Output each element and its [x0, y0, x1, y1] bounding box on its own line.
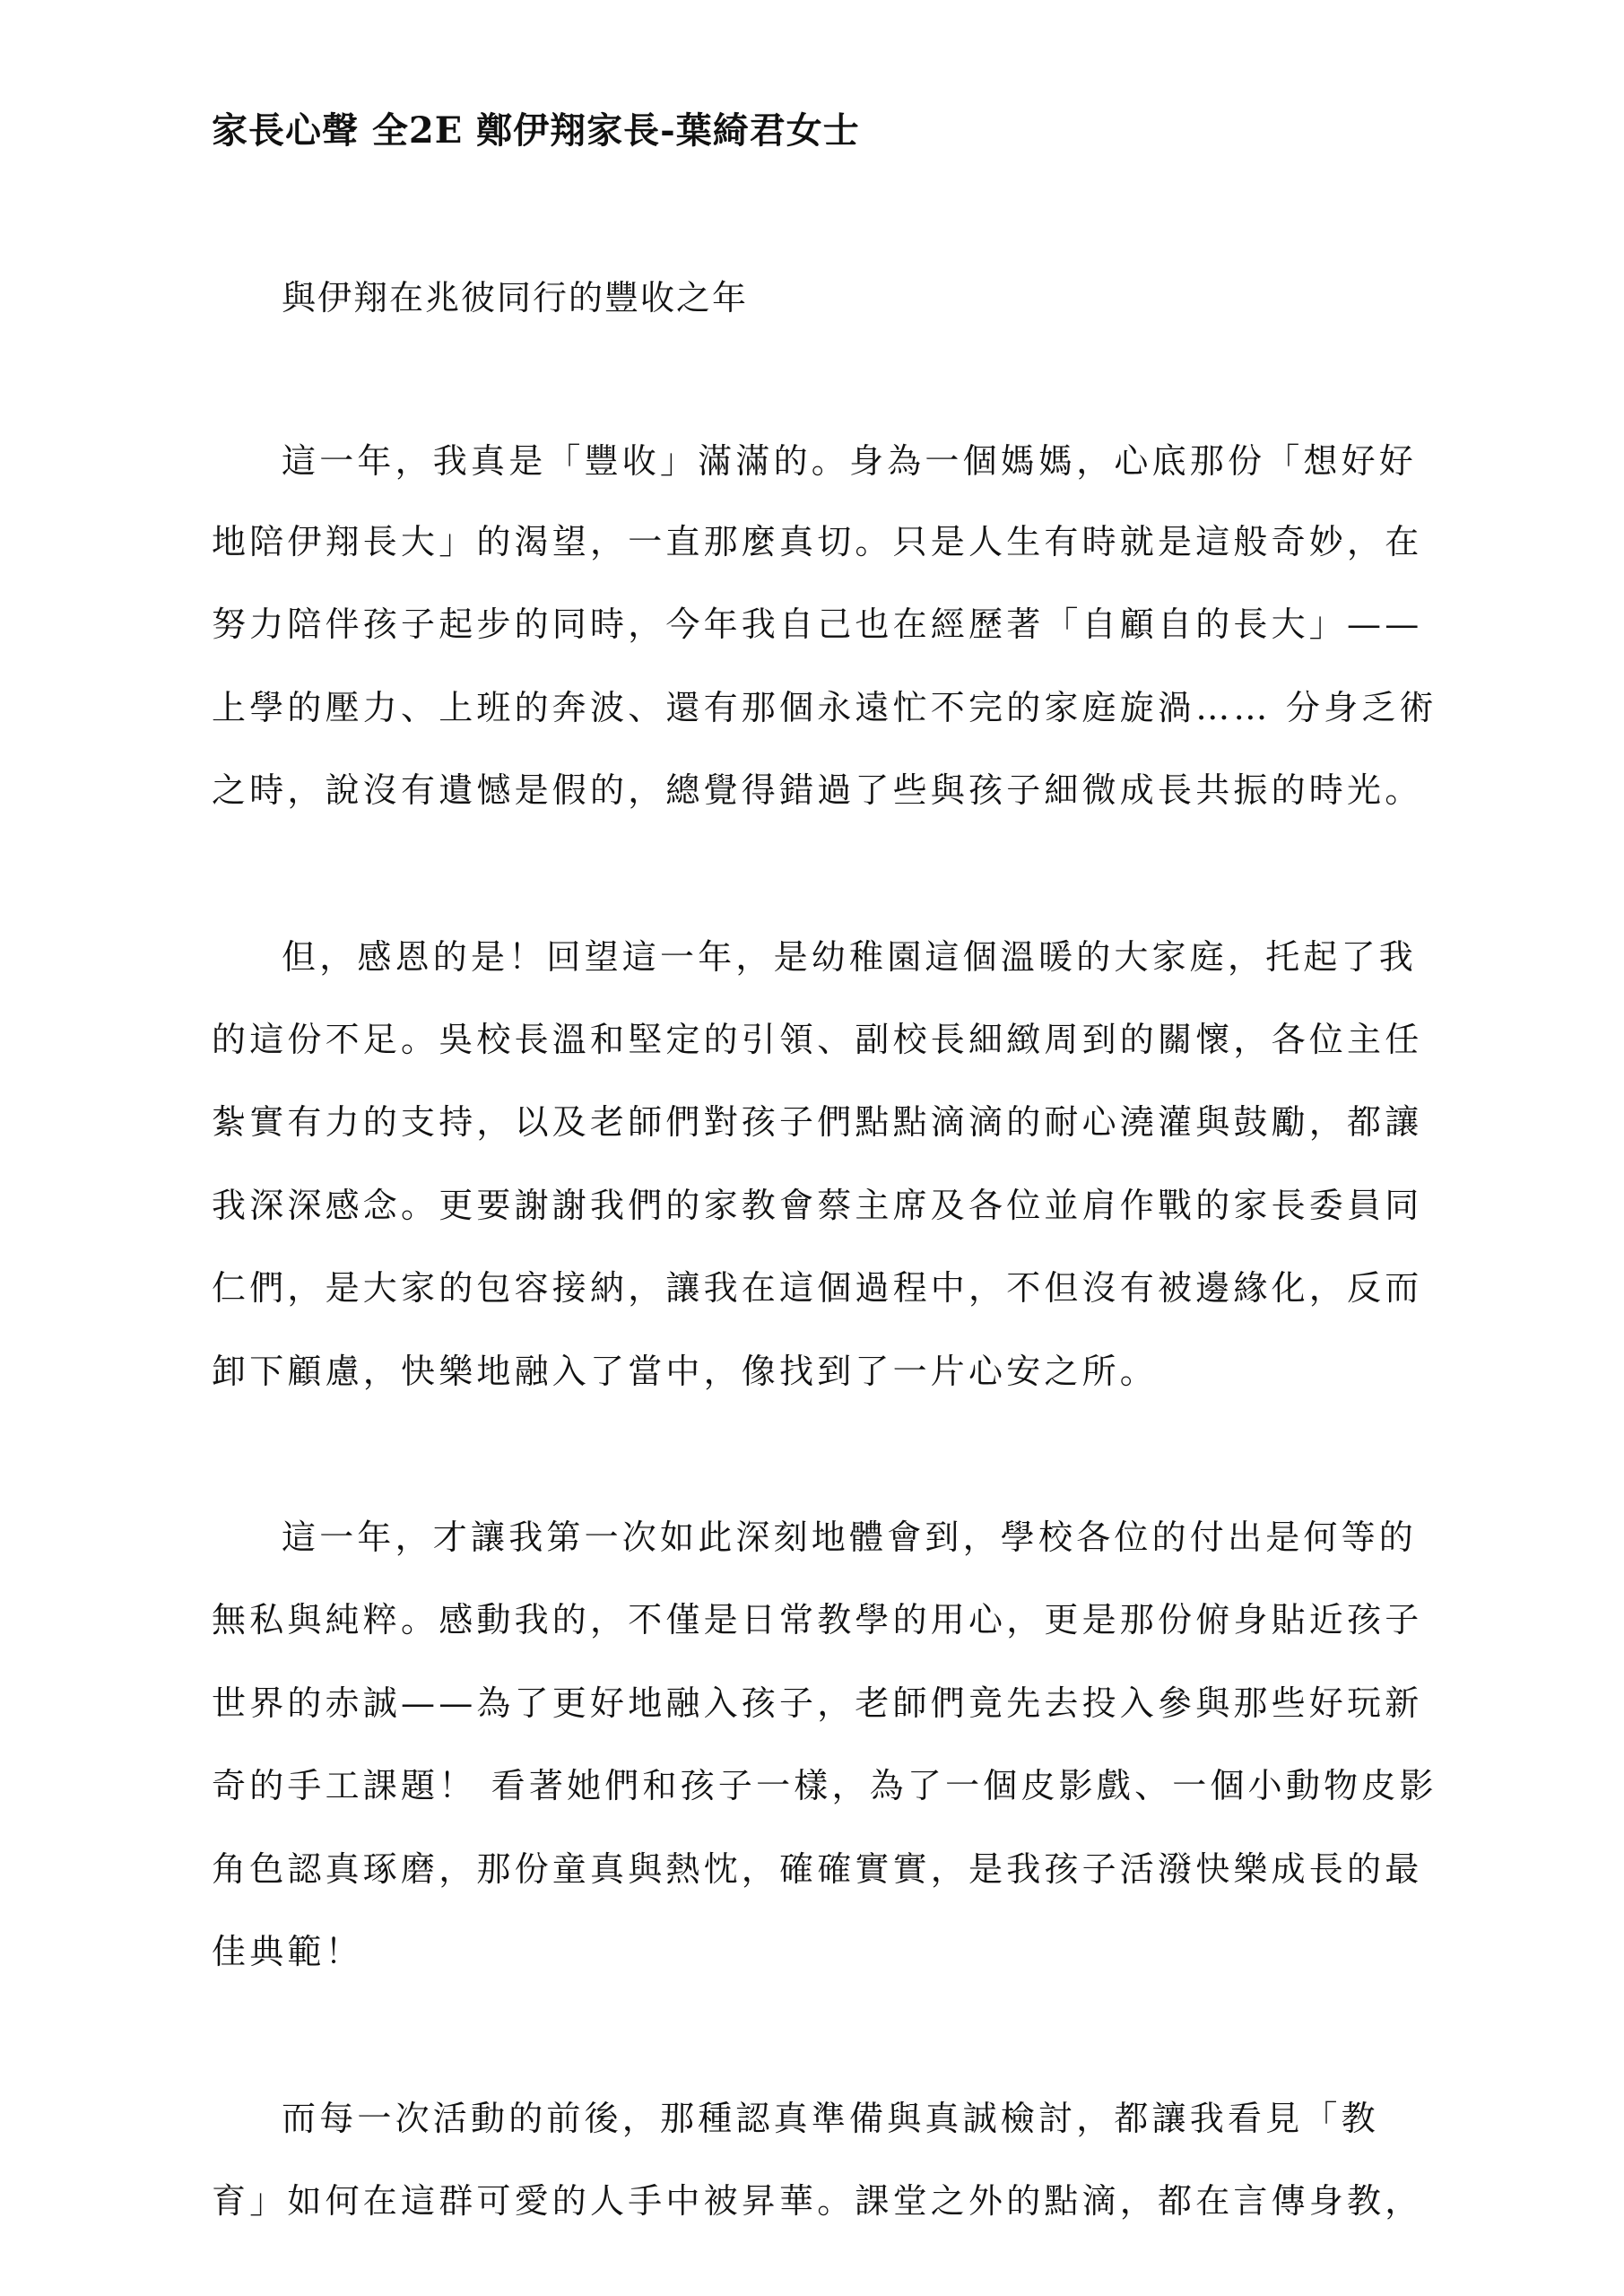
- paragraph-line: 這一年，我真是「豐收」滿滿的。身為一個媽媽，心底那份「想好好: [282, 441, 1418, 481]
- paragraph-line: 而每一次活動的前後，那種認真準備與真誠檢討，都讓我看見「教: [282, 2099, 1379, 2138]
- paragraph-line: 育」如何在這群可愛的人手中被昇華。課堂之外的點滴，都在言傳身教，: [212, 2181, 1423, 2221]
- paragraph-line: 奇的手工課題！ 看著她們和孩子一樣，為了一個皮影戲、一個小動物皮影: [212, 1766, 1437, 1805]
- paragraph-line: 之時，說沒有遺憾是假的，總覺得錯過了些與孩子細微成長共振的時光。: [212, 770, 1423, 810]
- paragraph-line: 紮實有力的支持，以及老師們對孩子們點點滴滴的耐心澆灌與鼓勵，都讓: [212, 1102, 1423, 1142]
- paragraph-line: 我深深感念。更要謝謝我們的家教會蔡主席及各位並肩作戰的家長委員同: [212, 1186, 1423, 1225]
- paragraph-line: 這一年，才讓我第一次如此深刻地體會到，學校各位的付出是何等的: [282, 1518, 1418, 1557]
- document-subtitle: 與伊翔在兆彼同行的豐收之年: [282, 278, 749, 317]
- paragraph-line: 仁們，是大家的包容接納，讓我在這個過程中，不但沒有被邊緣化，反而: [212, 1268, 1423, 1308]
- paragraph-line: 努力陪伴孩子起步的同時，今年我自己也在經歷著「自顧自的長大」——: [212, 604, 1423, 644]
- paragraph-line: 但，感恩的是！回望這一年，是幼稚園這個溫暖的大家庭，托起了我: [282, 937, 1418, 977]
- paragraph-line: 佳典範！: [212, 1932, 363, 1971]
- paragraph-line: 地陪伊翔長大」的渴望，一直那麼真切。只是人生有時就是這般奇妙，在: [212, 522, 1423, 561]
- paragraph-line: 世界的赤誠——為了更好地融入孩子，老師們竟先去投入參與那些好玩新: [212, 1683, 1423, 1723]
- paragraph-line: 的這份不足。吳校長溫和堅定的引領、副校長細緻周到的關懷，各位主任: [212, 1020, 1423, 1059]
- document-heading: 家長心聲 全2E 鄭伊翔家長-葉綺君女士: [212, 109, 860, 152]
- paragraph-line: 上學的壓力、上班的奔波、還有那個永遠忙不完的家庭旋渦…… 分身乏術: [212, 688, 1437, 727]
- paragraph-line: 角色認真琢磨，那份童真與熱忱，確確實實，是我孩子活潑快樂成長的最: [212, 1849, 1423, 1889]
- paragraph-line: 卸下顧慮，快樂地融入了當中，像找到了一片心安之所。: [212, 1352, 1159, 1391]
- paragraph-line: 無私與純粹。感動我的，不僅是日常教學的用心，更是那份俯身貼近孩子: [212, 1600, 1423, 1639]
